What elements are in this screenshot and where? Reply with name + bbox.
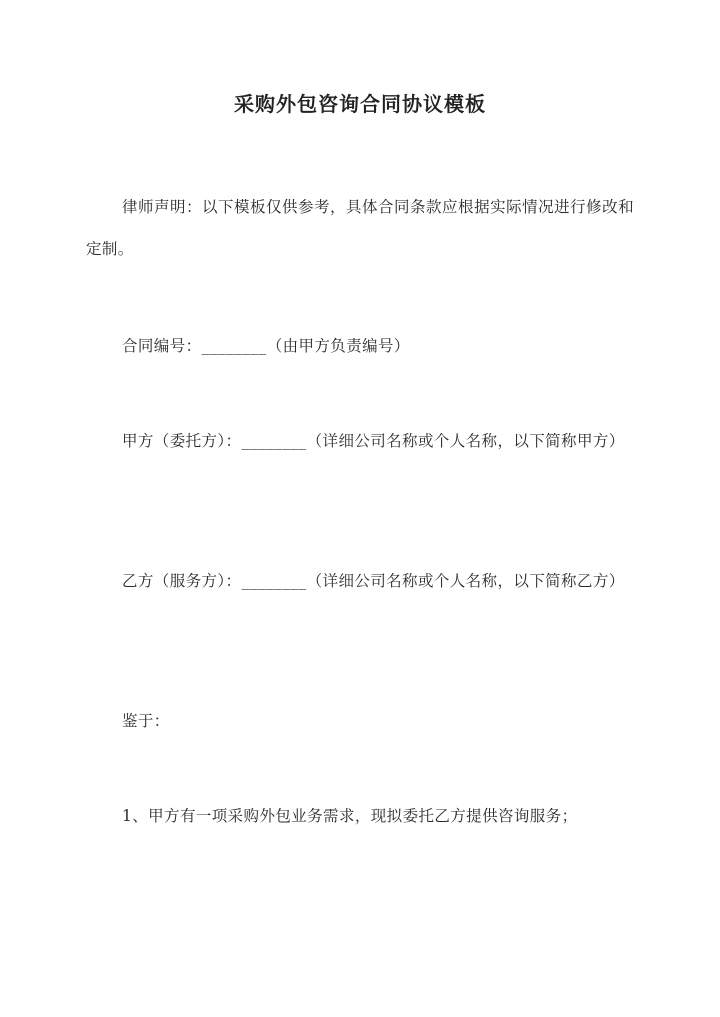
clause-1: 1、甲方有一项采购外包业务需求，现拟委托乙方提供咨询服务； [122, 807, 578, 825]
whereas-heading: 鉴于： [122, 712, 170, 730]
document-title: 采购外包咨询合同协议模板 [234, 92, 486, 116]
lawyer-disclaimer: 律师声明：以下模板仅供参考，具体合同条款应根据实际情况进行修改和定制。 [86, 198, 634, 258]
party-b-line: 乙方（服务方）：________（详细公司名称或个人名称，以下简称乙方） [122, 572, 625, 590]
contract-number-line: 合同编号：________（由甲方负责编号） [122, 337, 410, 355]
party-a-line: 甲方（委托方）：________（详细公司名称或个人名称，以下简称甲方） [122, 432, 625, 450]
